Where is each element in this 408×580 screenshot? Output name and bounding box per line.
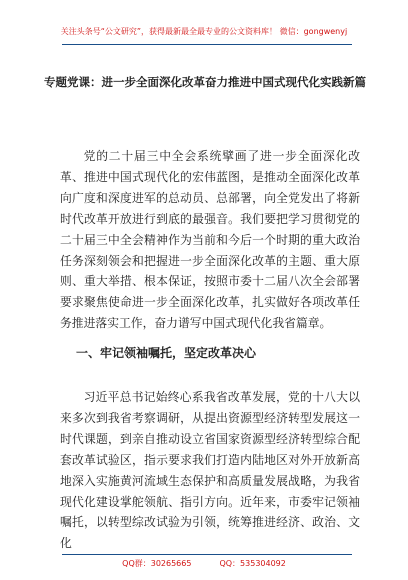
body-paragraph-section-1: 习近平总书记始终心系我省改革发展，党的十八大以来多次到我省考察调研，从提出资源型经济转型发展这一时代课题，到亲自推动设立省国家资源型经济转型综合配套改革试验区，指示要求我们打造内陆地区对外开放新高地深入实施黄河流域生态保护和高质量发展战略，为我省现代化建设掌舵领航、指引方向。近年来，市委牢记领袖嘱托，以转型综改试验为引领，统筹推进经济、政治、文化 — [60, 390, 360, 551]
section-heading: 一、牢记领袖嘱托，坚定改革决心 — [76, 346, 257, 360]
footer-contact — [0, 558, 408, 569]
document-title: 专题党课：进一步全面深化改革奋力推进中国式现代化实践新篇 — [44, 75, 366, 89]
body-paragraph-intro: 党的二十届三中全会系统擘画了进一步全面深化改革、推进中国式现代化的宏伟蓝图，是推动全面深化改革向广度和深度进军的总动员、总部署，向全党发出了将新时代改革开放进行到底的最强音。我们要把学习贯彻党的二十届三中全会精神作为当前和今后一个时期的重大政治任务深刻领会和把握进一步全面深化改革的主题、重大原则、重大举措、根本保证，按照市委十二届八次全会部署要求聚焦使命进一步全面深化改革，扎实做好各项改革任务推进落实工作，奋力谱写中国式现代化我省篇章。 — [60, 149, 360, 331]
footer-qq-group: QQ群：30265665 — [122, 559, 192, 568]
footer-qq-number: QQ：535304092 — [219, 559, 286, 568]
footer-divider — [62, 554, 352, 555]
header-divider — [62, 44, 352, 45]
header-banner: 关注头条号“公文研究”，获得最新最全最专业的公文资料库！ 微信：gongwenyj — [60, 27, 348, 36]
